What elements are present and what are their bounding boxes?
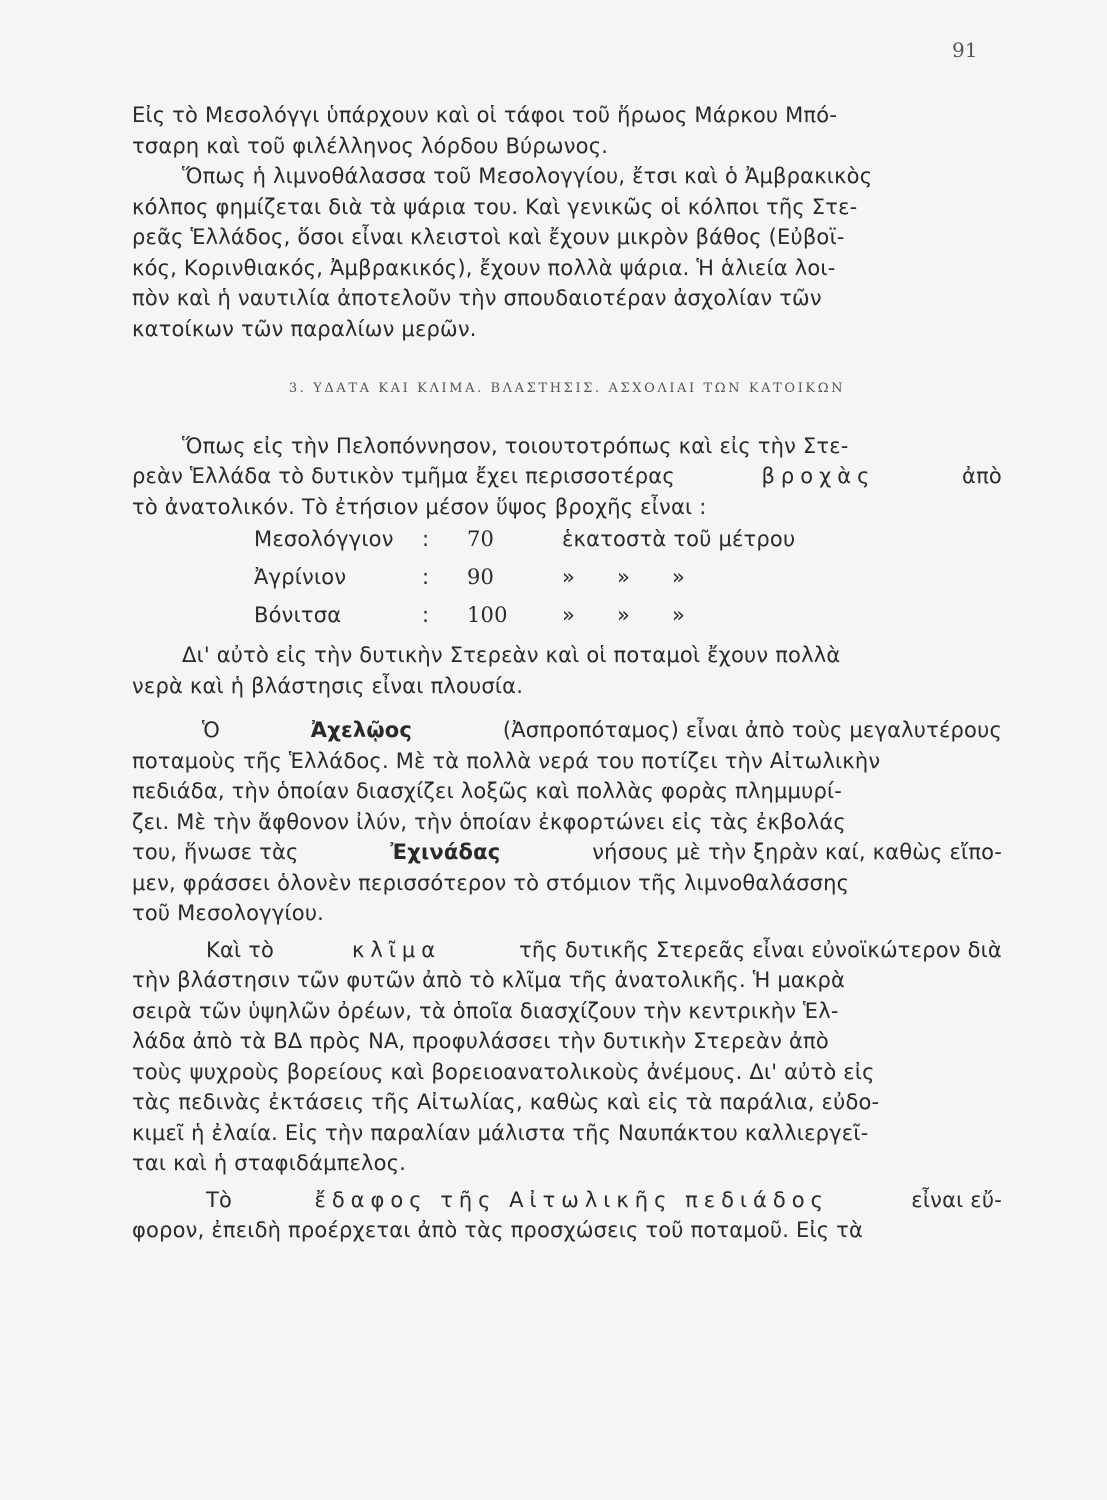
table-row: Βόνιτσα : 100 » » »: [254, 600, 1002, 638]
para6-line: τὰς πεδινὰς ἐκτάσεις τῆς Αἰτωλίας, καθὼς καὶ εἰς τὰ παράλια, εὐδο-: [132, 1090, 880, 1114]
para7-line: φορον, ἐπειδὴ προέρχεται ἀπὸ τὰς προσχώσεις τοῦ ποταμοῦ. Εἰς τὰ: [132, 1218, 864, 1242]
para6-line: λάδα ἀπὸ τὰ ΒΔ πρὸς ΝΑ, προφυλάσσει τὴν δυτικὴν Στερεὰν ἀπὸ: [132, 1029, 829, 1053]
place-name: Βόνιτσα: [254, 603, 342, 627]
para2-line: πὸν καὶ ἡ ναυτιλία ἀποτελοῦν τὴν σπουδαιοτέραν ἀσχολίαν τῶν: [132, 286, 822, 310]
place-name: Ἀγρίνιον: [254, 565, 347, 589]
ditto-mark: »: [672, 565, 686, 589]
rainfall-value: 90: [467, 565, 495, 589]
para6-line: ται καὶ ἡ σταφιδάμπελος.: [132, 1151, 407, 1175]
rainfall-table: [132, 524, 1002, 638]
ditto-mark: »: [562, 565, 576, 589]
table-row: Ἀγρίνιον : 90 » » »: [254, 562, 1002, 600]
bold-term: Ἀχελῷος: [310, 718, 413, 742]
para7-line: Τὸ ἔδαφος τῆς Αἰτωλικῆς πεδιάδος εἶναι εὔ-: [132, 1185, 1002, 1216]
para6-line: κιμεῖ ἡ ἐλαία. Εἰς τὴν παραλίαν μάλιστα τῆς Ναυπάκτου καλλιεργεῖ-: [132, 1120, 869, 1145]
para4-line: Δι' αὐτὸ εἰς τὴν δυτικὴν Στερεὰν καὶ οἱ ποταμοὶ ἔχουν πολλὰ: [182, 643, 841, 667]
para6-line: τοὺς ψυχροὺς βορείους καὶ βορειοανατολικοὺς ἀνέμους. Δι' αὐτὸ εἰς: [132, 1059, 875, 1084]
section-heading: 3. ΥΔΑΤΑ ΚΑΙ ΚΛΙΜΑ. ΒΛΑΣΤΗΣΙΣ. ΑΣΧΟΛΙΑΙ ΤΩΝ ΚΑΤΟΙΚΩΝ: [288, 381, 846, 396]
para1-line: τσαρη καὶ τοῦ φιλέλληνος λόρδου Βύρωνος.: [132, 133, 609, 158]
para6-line: Καὶ τὸ κλῖμα τῆς δυτικῆς Στερεᾶς εἶναι εὐνοϊκώτερον διὰ: [132, 935, 1002, 966]
place-name: Μεσολόγγιον: [254, 527, 394, 551]
para5-line: του, ἥνωσε τὰς Ἐχινάδας νήσους μὲ τὴν ξηρὰν καί, καθὼς εἴπο-: [132, 837, 1002, 868]
emphasis-spaced: βροχὰς: [761, 464, 876, 488]
para6-line: σειρὰ τῶν ὑψηλῶν ὀρέων, τὰ ὁποῖα διασχίζουν τὴν κεντρικὴν Ἑλ-: [132, 998, 839, 1023]
para2-line: κατοίκων τῶν παραλίων μερῶν.: [132, 316, 477, 341]
ditto-mark: »: [672, 603, 686, 627]
para5-line: ζει. Μὲ τὴν ἄφθονον ἰλύν, τὴν ὁποίαν ἐκφορτώνει εἰς τὰς ἐκβολάς: [132, 809, 846, 834]
para2-line: Ὅπως ἡ λιμνοθάλασσα τοῦ Μεσολογγίου, ἔτσι καὶ ὁ Ἀμβρακικὸς: [182, 164, 873, 188]
para4-line: νερὰ καὶ ἡ βλάστησις εἶναι πλουσία.: [132, 673, 524, 698]
para2-line: κός, Κορινθιακός, Ἀμβρακικός), ἔχουν πολλὰ ψάρια. Ἡ ἁλιεία λοι-: [132, 255, 836, 280]
ditto-mark: »: [617, 565, 631, 589]
rainfall-unit: ἑκατοστὰ τοῦ μέτρου: [562, 527, 796, 551]
para2-line: κόλπος φημίζεται διὰ τὰ ψάρια του. Καὶ γενικῶς οἱ κόλποι τῆς Στε-: [132, 194, 858, 219]
page-number: 91: [952, 38, 978, 62]
rainfall-value: 70: [467, 527, 495, 551]
para5-line: Ὁ Ἀχελῷος (Ἀσπροπόταμος) εἶναι ἀπὸ τοὺς μεγαλυτέρους: [132, 715, 1002, 746]
bold-term: Ἐχινάδας: [390, 840, 501, 864]
rainfall-value: 100: [467, 603, 508, 627]
para5-line: τοῦ Μεσολογγίου.: [132, 901, 325, 925]
para6-line: τὴν βλάστησιν τῶν φυτῶν ἀπὸ τὸ κλῖμα τῆς ἀνατολικῆς. Ἡ μακρὰ: [132, 968, 846, 992]
para3-line: Ὅπως εἰς τὴν Πελοπόννησον, τοιουτοτρόπως καὶ εἰς τὴν Στε-: [182, 433, 849, 458]
ditto-mark: »: [562, 603, 576, 627]
text-body: [132, 100, 1002, 1246]
table-row: Μεσολόγγιον : 70 ἑκατοστὰ τοῦ μέτρου: [254, 524, 1002, 562]
para5-line: ποταμοὺς τῆς Ἑλλάδος. Μὲ τὰ πολλὰ νερά του ποτίζει τὴν Αἰτωλικὴν: [132, 748, 881, 773]
emphasis-spaced: ἔδαφος τῆς Αἰτωλικῆς πεδιάδος: [314, 1187, 829, 1212]
ditto-mark: »: [617, 603, 631, 627]
para5-line: μεν, φράσσει ὁλονὲν περισσότερον τὸ στόμιον τῆς λιμνοθαλάσσης: [132, 870, 850, 895]
para3-line: τὸ ἀνατολικόν. Τὸ ἐτήσιον μέσον ὕψος βροχῆς εἶναι :: [132, 494, 707, 519]
para3-line: ρεὰν Ἑλλάδα τὸ δυτικὸν τμῆμα ἔχει περισσοτέρας βροχὰς ἀπὸ: [132, 461, 1002, 492]
para2-line: ρεᾶς Ἑλλάδος, ὅσοι εἶναι κλειστοὶ καὶ ἔχουν μικρὸν βάθος (Εὐβοϊ-: [132, 225, 845, 249]
para5-line: πεδιάδα, τὴν ὁποίαν διασχίζει λοξῶς καὶ πολλὰς φορὰς πλημμυρί-: [132, 779, 843, 803]
para1-line: Εἰς τὸ Μεσολόγγι ὑπάρχουν καὶ οἱ τάφοι τοῦ ἥρωος Μάρκου Μπό-: [132, 103, 838, 127]
emphasis-spaced: κλῖμα: [352, 937, 442, 962]
